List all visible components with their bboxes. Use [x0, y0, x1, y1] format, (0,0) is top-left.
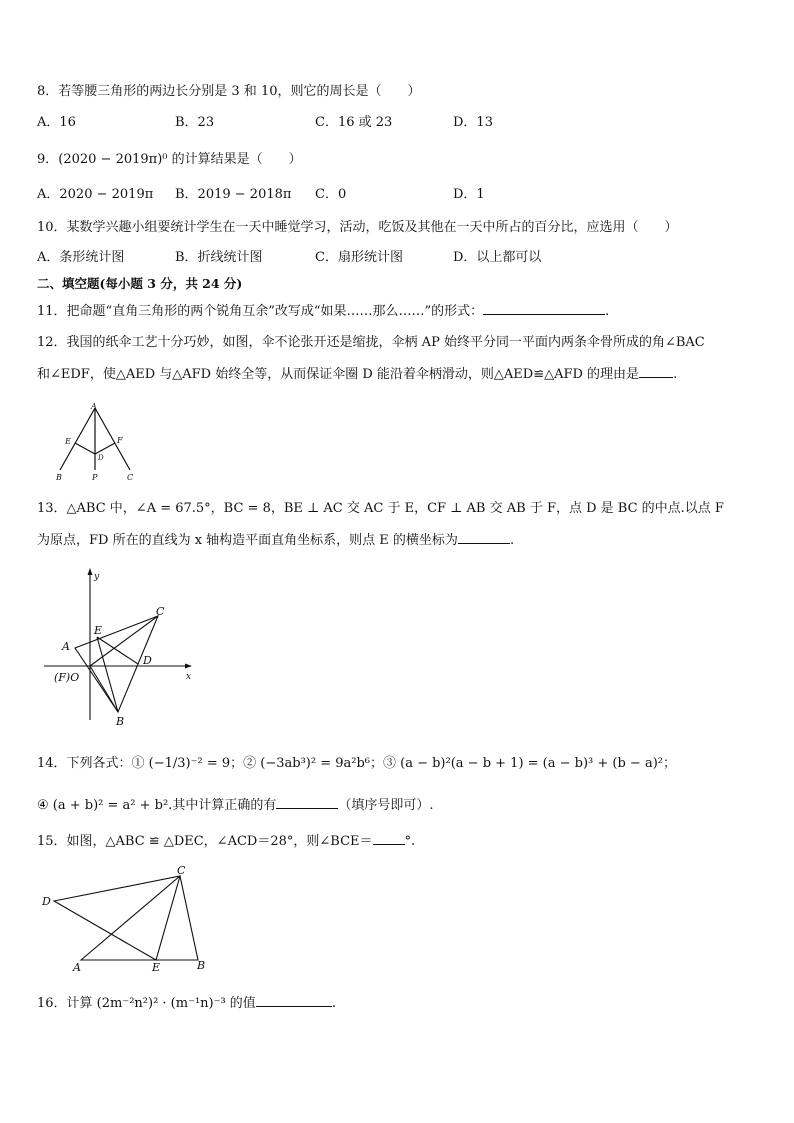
q14-stem-line2: ④ (a + b)² = a² + b².其中计算正确的有 [37, 798, 277, 813]
label-e: E [65, 437, 71, 446]
q10-option-c: C．扇形统计图 [315, 250, 403, 265]
q12-end: . [673, 367, 678, 382]
label-e: E [152, 961, 161, 974]
q13-stem-line2: 为原点，FD 所在的直线为 x 轴构造平面直角坐标系，则点 E 的横坐标为 [37, 533, 458, 548]
q13-coordinate-figure [38, 562, 208, 728]
q12-line1: 12．我国的纸伞工艺十分巧妙，如图，伞不论张开还是缩拢，伞柄 AP 始终平分同一平面内两条伞骨所成的角∠BAC [37, 335, 705, 350]
q16-line [37, 994, 336, 1013]
label-y: y [94, 572, 100, 582]
q11-answer-blank[interactable] [483, 302, 605, 315]
q8-option-d: D．13 [453, 115, 493, 130]
label-c: C [127, 473, 134, 482]
q15-end: °. [404, 834, 416, 849]
triangle-dec [54, 876, 180, 960]
q13-line2 [37, 531, 514, 550]
q16-end: . [331, 996, 336, 1011]
q9-stem: 9．(2020 − 2019π)⁰ 的计算结果是（ ） [37, 152, 302, 167]
label-x: x [186, 672, 192, 682]
q9-option-c: C．0 [315, 187, 347, 202]
q14-line2 [37, 796, 433, 815]
q11-end: . [605, 304, 610, 319]
y-axis-arrow [88, 568, 93, 575]
q14-line1: 14．下列各式：① (−1/3)⁻² = 9；② (−3ab³)² = 9a²b⁶；③ (a − b)²(a − b + 1) = (a − b)³ + (b − a)²； [37, 756, 676, 771]
label-b: B [116, 715, 125, 728]
label-c: C [177, 864, 186, 877]
q12-stem-line2: 和∠EDF，使△AED 与△AFD 始终全等，从而保证伞圈 D 能沿着伞柄滑动，则△AED≌△AFD 的理由是 [37, 367, 640, 382]
label-c: C [156, 605, 165, 618]
q12-umbrella-figure [50, 398, 150, 486]
q13-line1: 13．△ABC 中，∠A = 67.5°，BC = 8，BE ⊥ AC 交 AC 于 E，CF ⊥ AB 交 AB 于 F，点 D 是 BC 的中点.以点 F [37, 501, 724, 516]
label-p: P [92, 473, 98, 482]
q8-stem: 8．若等腰三角形的两边长分别是 3 和 10，则它的周长是（ ） [37, 84, 421, 99]
q11-line [37, 302, 609, 321]
q9-option-d: D．1 [453, 187, 485, 202]
label-b: B [56, 473, 62, 482]
q10-stem: 10．某数学兴趣小组要统计学生在一天中睡觉学习，活动，吃饭及其他在一天中所占的百分比，应选用（ ） [37, 220, 678, 235]
q10-option-b: B．折线统计图 [175, 250, 263, 265]
section-heading: 二、填空题(每小题 3 分，共 24 分) [37, 276, 243, 291]
label-f: F [117, 436, 123, 445]
x-axis-arrow [185, 664, 192, 669]
q10-option-a: A．条形统计图 [37, 250, 125, 265]
label-d: D [98, 454, 104, 462]
q8-option-b: B．23 [175, 115, 215, 130]
q13-end: . [509, 533, 515, 548]
label-d: D [42, 895, 51, 908]
q15-answer-blank[interactable] [373, 832, 405, 845]
q13-answer-blank[interactable] [458, 531, 510, 544]
label-e: E [94, 624, 103, 637]
umbrella-strut-fd [95, 443, 115, 454]
q15-stem: 15．如图，△ABC ≌ △DEC，∠ACD＝28°，则∠BCE＝ [37, 834, 373, 849]
umbrella-strut-ed [75, 443, 95, 454]
q10-option-d: D．以上都可以 [453, 250, 542, 265]
q16-stem: 16．计算 (2m⁻²n²)² · (m⁻¹n)⁻³ 的值 [37, 996, 256, 1011]
q9-option-a: A．2020 − 2019π [37, 187, 154, 202]
label-d: D [143, 654, 152, 667]
label-a: A [91, 402, 97, 411]
triangle-abc [81, 876, 198, 960]
q9-option-b: B．2019 − 2018π [175, 187, 292, 202]
q14-end: （填序号即可）. [338, 798, 434, 813]
q16-answer-blank[interactable] [256, 994, 332, 1007]
segment-fb [90, 666, 118, 712]
q15-line [37, 832, 415, 851]
label-a: A [62, 640, 70, 653]
q12-answer-blank[interactable] [639, 365, 673, 378]
q11-stem: 11．把命题“直角三角形的两个锐角互余”改写成“如果……那么……”的形式： [37, 304, 484, 319]
q14-answer-blank[interactable] [276, 796, 338, 809]
label-b: B [197, 959, 206, 972]
q12-line2 [37, 365, 677, 384]
q8-option-c: C．16 或 23 [315, 115, 393, 130]
label-a: A [73, 961, 81, 974]
q15-triangles-figure [38, 862, 218, 974]
label-origin: (F)O [54, 671, 80, 684]
q8-option-a: A．16 [37, 115, 76, 130]
